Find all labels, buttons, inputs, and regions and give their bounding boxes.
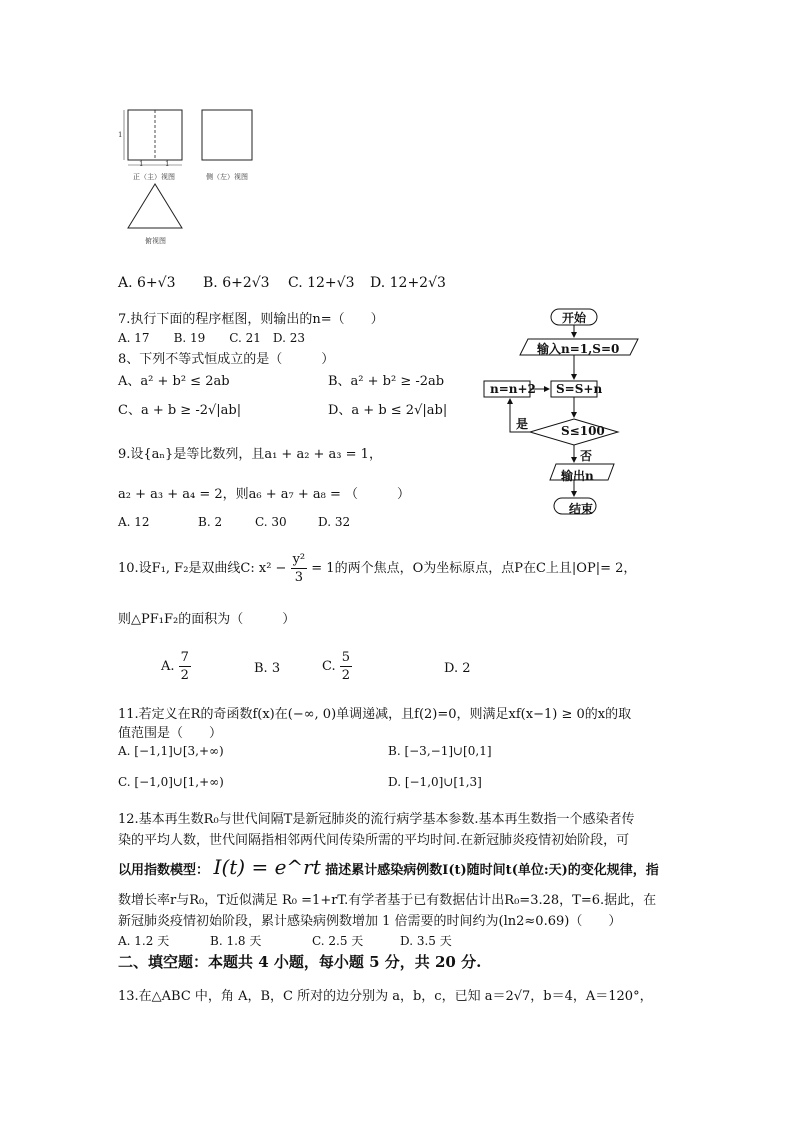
q6-option-d: D. 12+2√3: [370, 275, 446, 291]
q12-option-d: D. 3.5 天: [400, 934, 452, 948]
q8-option-d: D、a + b ≤ 2√|ab|: [328, 403, 448, 418]
dim-left: 1: [118, 131, 123, 139]
front-view-caption: 正（主）视图: [133, 173, 175, 181]
top-view: [128, 184, 182, 228]
q12-line3: [118, 855, 659, 879]
q10-line1: [118, 553, 636, 584]
q10-fraction: [291, 553, 308, 584]
q11-option-a: A. [−1,1]∪[3,+∞): [118, 744, 224, 758]
flow-yes-label: 是: [516, 417, 529, 431]
q10-option-a-label: A.: [161, 659, 175, 674]
q10-option-c-num: 5: [341, 650, 351, 665]
q10-option-d: D. 2: [444, 661, 471, 676]
q12-line2: 染的平均人数，世代间隔指相邻两代间传染所需的平均时间.在新冠肺炎疫情初始阶段，可: [118, 833, 630, 848]
front-view: [124, 110, 182, 165]
q10-option-b: B. 3: [254, 661, 281, 676]
q12-line3-pre: 以用指数模型：: [118, 863, 210, 878]
q11-option-d: D. [−1,0]∪[1,3]: [388, 775, 482, 789]
q12-option-a: A. 1.2 天: [118, 934, 170, 948]
q12-line5: 新冠肺炎疫情初始阶段，累计感染病例数增加 1 倍需要的时间约为(ln2≈0.69)（ ）: [118, 914, 622, 929]
flow-output-label: 输出n: [561, 469, 594, 483]
q10-option-c: [322, 651, 352, 682]
q10-option-c-frac: [340, 651, 352, 682]
flow-input-label: 输入n=1,S=0: [537, 342, 620, 356]
q8-option-a: A、a² + b² ≤ 2ab: [118, 374, 230, 389]
dim-bottom-a: 1: [139, 160, 144, 168]
q12-line1: 12.基本再生数R₀与世代间隔T是新冠肺炎的流行病学基本参数.基本再生数指一个感染者传: [118, 812, 635, 827]
q12-line4: 数增长率r与R₀，T近似满足 R₀ =1+rT.有学者基于已有数据估计出R₀=3.28，T=6.据此，在: [118, 893, 657, 908]
q11-option-b: B. [−3,−1]∪[0,1]: [388, 744, 492, 758]
q10-post: = 1的两个焦点，O为坐标原点，点P在C上且|OP|= 2，: [311, 561, 637, 576]
q9-line2: a₂ + a₃ + a₄ = 2，则a₆ + a₇ + a₈ = （ ）: [118, 487, 410, 502]
q8-question: 8、下列不等式恒成立的是（ ）: [118, 352, 335, 367]
q11-option-c: C. [−1,0]∪[1,+∞): [118, 775, 224, 789]
section-fill-in-heading: 二、填空题：本题共 4 小题，每小题 5 分，共 20 分.: [118, 953, 482, 971]
flow-update-s-label: S=S+n: [556, 382, 603, 396]
q10-frac-num: y²: [292, 552, 306, 567]
q10-option-a-num: 7: [180, 650, 189, 665]
q6-option-c: C. 12+√3: [288, 275, 355, 291]
flow-condition-label: S≤100: [561, 424, 605, 438]
side-view: [202, 110, 252, 160]
q10-frac-den: 3: [294, 570, 303, 585]
q9-option-a: A. 12: [118, 515, 150, 529]
q10-option-c-label: C.: [322, 659, 336, 674]
top-view-caption: 俯视图: [145, 237, 166, 245]
q13-line1: 13.在△ABC 中，角 A，B，C 所对的边分别为 a，b，c，已知 a＝2√7，b＝4，A＝120°，: [118, 989, 653, 1004]
flowchart: [478, 303, 648, 521]
q12-option-b: B. 1.8 天: [210, 934, 262, 948]
q9-option-d: D. 32: [318, 515, 351, 529]
q8-option-b: B、a² + b² ≥ -2ab: [328, 374, 445, 389]
q9-option-c: C. 30: [255, 515, 287, 529]
q6-option-a: A. 6+√3: [118, 275, 176, 291]
q10-option-a-den: 2: [180, 668, 189, 683]
q12-option-c: C. 2.5 天: [312, 934, 364, 948]
q12-line3-post: 描述累计感染病例数I(t)随时间t(单位:天)的变化规律，指: [325, 863, 659, 878]
q10-option-a: [161, 651, 191, 682]
q9-option-b: B. 2: [198, 515, 223, 529]
q11-line2: 值范围是（ ）: [118, 726, 223, 741]
q10-line2: 则△PF₁F₂的面积为（ ）: [118, 612, 296, 627]
q10-pre: 10.设F₁, F₂是双曲线C: x² −: [118, 561, 287, 576]
q9-line1: 9.设{aₙ}是等比数列，且a₁ + a₂ + a₃ = 1，: [118, 447, 382, 462]
q12-formula: I(t) = e^rt: [213, 855, 321, 879]
q10-option-c-den: 2: [341, 668, 351, 683]
q11-line1: 11.若定义在R的奇函数f(x)在(−∞, 0)单调递减，且f(2)=0，则满足xf(x−1) ≥ 0的x的取: [118, 707, 632, 722]
flow-end-label: 结束: [569, 502, 594, 516]
dim-bottom-b: 1: [165, 160, 170, 168]
side-view-caption: 侧（左）视图: [206, 173, 248, 181]
q6-option-b: B. 6+2√3: [203, 275, 270, 291]
q8-option-c: C、a + b ≥ -2√|ab|: [118, 403, 242, 418]
flow-no-label: 否: [580, 449, 593, 463]
q7-options: A. 17 B. 19 C. 21 D. 23: [118, 331, 306, 345]
q7-question: 7.执行下面的程序框图，则输出的n=（ ）: [118, 312, 384, 327]
flow-start-label: 开始: [562, 311, 587, 325]
flow-update-n-label: n=n+2: [490, 382, 536, 396]
q10-option-a-frac: [179, 651, 191, 682]
